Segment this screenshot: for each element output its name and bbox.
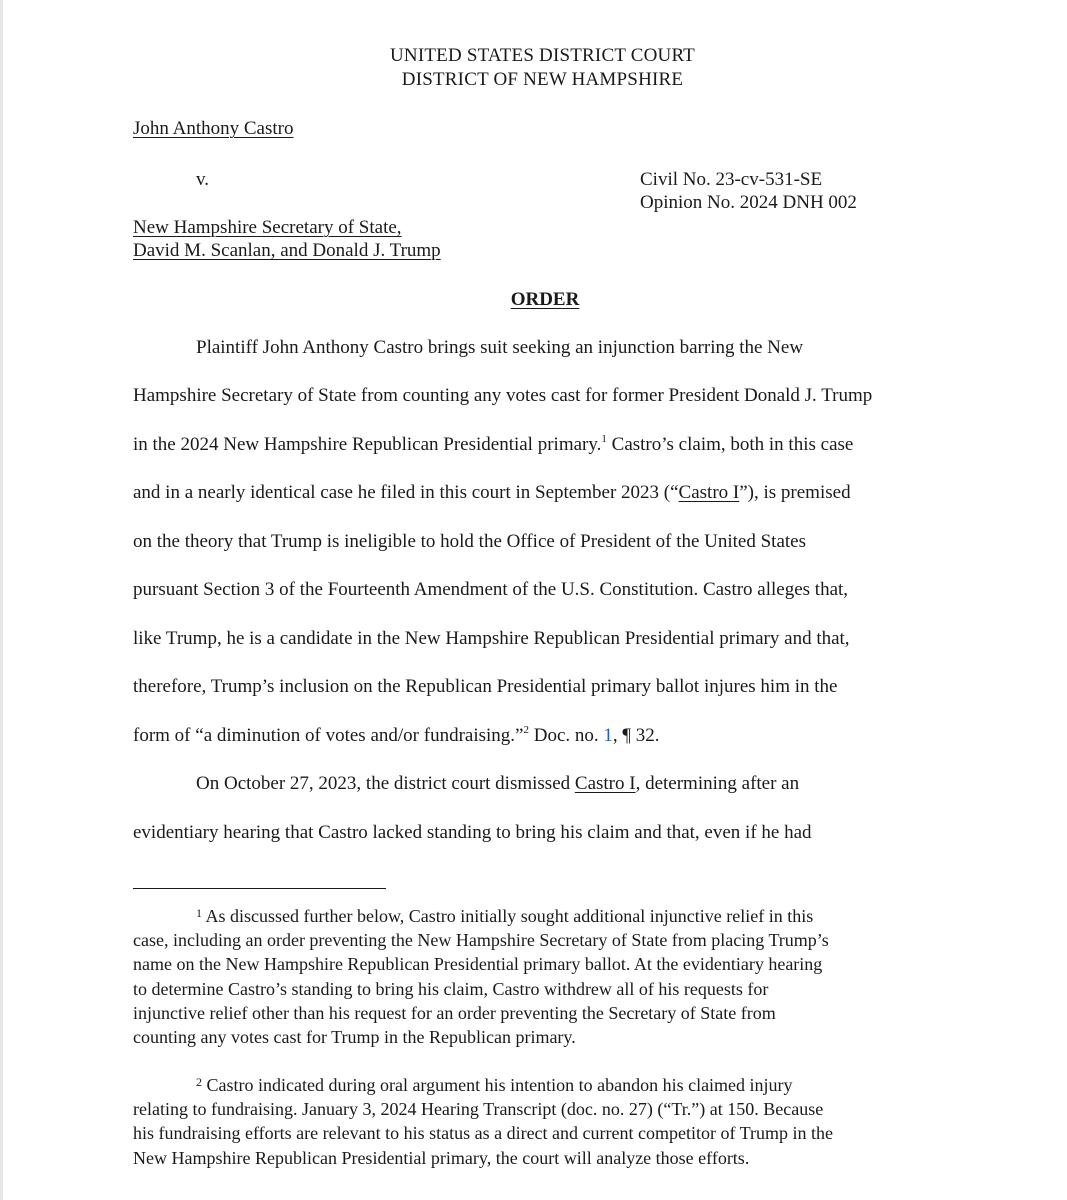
footnote-2: $^2$ Castro indicated during oral argument his intention to abandon his claimed injury relating to fundraising. January 3, 2024 Hearing Transcript (doc. no. 27) (“Tr.”) at 150. Because his fundraising efforts are relevant to his status as a direct and current competitor of Trump in the New Hampshire Republican Presidential primary, the court will analyze those efforts. [133,1075,833,1168]
civil-number: Civil No. 23-cv-531-SE [640,169,823,190]
defendants-line-1: New Hampshire Secretary of State, [133,217,402,238]
court-name: UNITED STATES DISTRICT COURT [389,45,695,66]
body-line: and in a nearly identical case he filed in this court in September 2023 (“Castro I”), is premised [133,482,851,503]
case-citation-castro-i: Castro I [574,773,636,794]
district-name: DISTRICT OF NEW HAMPSHIRE [401,69,684,90]
versus: v. [196,169,210,190]
body-line: pursuant Section 3 of the Fourteenth Amendment of the U.S. Constitution. Castro alleges that, [133,579,849,600]
footnote-number: 2 [196,1075,202,1089]
footnote-ref-1[interactable]: 1 [601,432,607,445]
body-line: therefore, Trump’s inclusion on the Republican Presidential primary ballot injures him in the [133,676,838,697]
defendants-line-2: David M. Scanlan, and Donald J. Trump [133,240,441,261]
body-line: evidentiary hearing that Castro lacked standing to bring his claim and that, even if he had [133,822,812,843]
plaintiff-name: John Anthony Castro [133,118,294,139]
body-line: on the theory that Trump is ineligible to hold the Office of President of the United States [133,531,806,552]
body-line: form of “a diminution of votes and/or fundraising.”$^2$ Doc. no. 1, ¶ 32. [133,723,660,746]
order-title: ORDER [510,289,580,310]
footnote-ref-2[interactable]: 2 [523,723,529,736]
body-line: Hampshire Secretary of State from counting any votes cast for former President Donald J. Trump [133,385,873,406]
footnote-number: 1 [196,906,202,920]
opinion-number: Opinion No. 2024 DNH 002 [640,192,857,213]
footnote-separator [133,888,386,889]
doc-link[interactable]: 1 [603,725,613,746]
body-line: Plaintiff John Anthony Castro brings suit seeking an injunction barring the New [196,337,804,358]
body-line: in the 2024 New Hampshire Republican Presidential primary.$^1$ Castro’s claim, both in this case [133,432,854,455]
page-edge-shadow [0,0,3,1200]
body-line: On October 27, 2023, the district court dismissed Castro I, determining after an [196,773,800,794]
case-citation-castro-i: Castro I [678,482,740,503]
body-line: like Trump, he is a candidate in the New Hampshire Republican Presidential primary and that, [133,628,850,649]
footnote-1: $^1$ As discussed further below, Castro initially sought additional injunctive relief in this case, including an order preventing the New Hampshire Secretary of State from placing Trump’s name on the New Hampshire Republican Presidential primary ballot. At the evidentiary hearing to determine Castro’s standing to bring his claim, Castro withdrew all of his requests for injunctive relief other than his request for an order preventing the Secretary of State from counting any votes cast for Trump in the Republican primary. [133,906,829,1048]
